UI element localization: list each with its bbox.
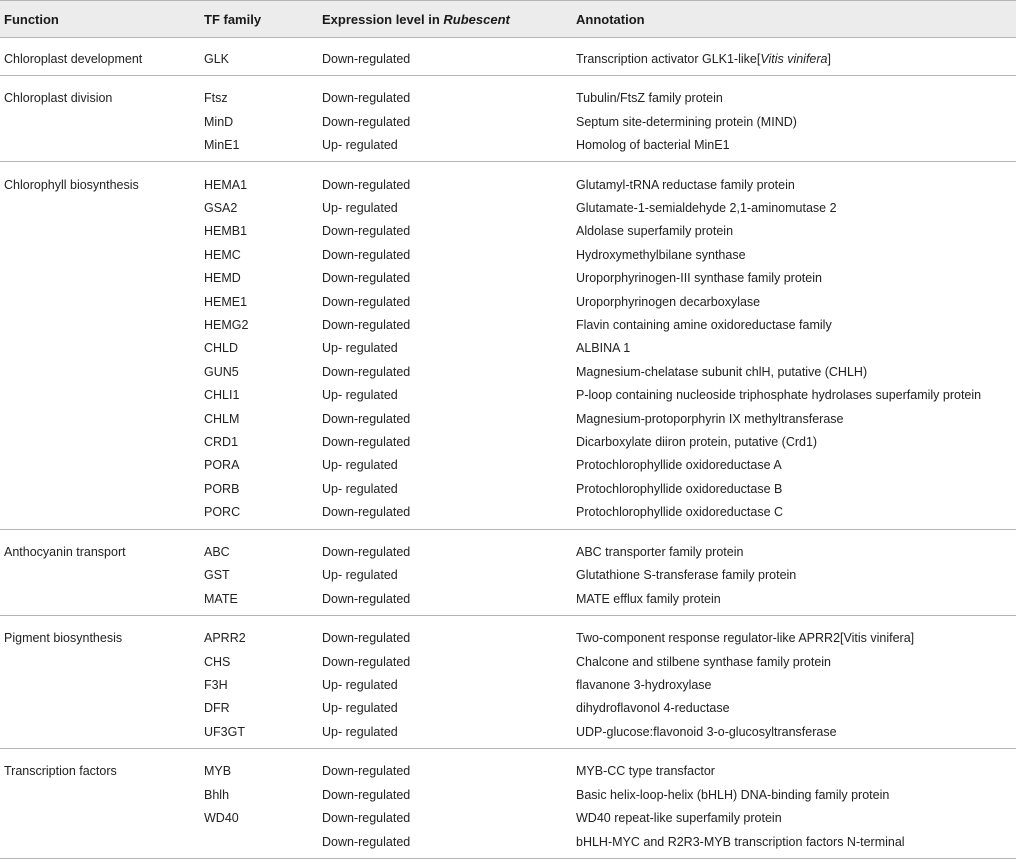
table-row xyxy=(0,220,1016,243)
function-cell: Pigment biosynthesis xyxy=(4,631,123,646)
annotation-text: Protochlorophyllide oxidoreductase C xyxy=(576,505,784,520)
expression-cell: Up- regulated xyxy=(322,458,398,473)
annotation-text: Magnesium-chelatase subunit chlH, putative (CHLH) xyxy=(576,364,868,379)
expression-cell: Down-regulated xyxy=(322,544,411,559)
table-row xyxy=(0,721,1016,744)
annotation-cell xyxy=(576,201,837,215)
expression-cell: Down-regulated xyxy=(322,411,411,426)
annotation-cell xyxy=(576,248,746,262)
expression-cell: Up- regulated xyxy=(322,701,398,716)
annotation-text: P-loop containing nucleoside triphosphate hydrolases superfamily protein xyxy=(576,388,982,403)
table-row xyxy=(0,197,1016,220)
annotation-text: Protochlorophyllide oxidoreductase A xyxy=(576,458,782,473)
tf-family-cell: MATE xyxy=(204,591,238,606)
tf-family-cell: HEMA1 xyxy=(204,177,248,192)
table-row xyxy=(0,564,1016,587)
annotation-cell xyxy=(576,365,867,379)
annotation-cell xyxy=(576,835,905,849)
annotation-text: Chalcone and stilbene synthase family protein xyxy=(576,654,832,669)
tf-family-cell: UF3GT xyxy=(204,724,245,739)
expression-cell: Down-regulated xyxy=(322,631,411,646)
table-row xyxy=(0,384,1016,407)
annotation-cell xyxy=(576,52,831,66)
tf-family-cell: APRR2 xyxy=(204,631,246,646)
annotation-cell xyxy=(576,505,783,519)
expression-cell: Up- regulated xyxy=(322,481,398,496)
tf-family-cell: F3H xyxy=(204,677,228,692)
header-function: Function xyxy=(4,12,59,27)
header-expression-prefix: Expression level in xyxy=(322,12,444,27)
tf-family-cell: WD40 xyxy=(204,811,239,826)
annotation-text: flavanone 3-hydroxylase xyxy=(576,677,712,692)
tf-family-cell: MinD xyxy=(204,114,234,129)
expression-cell: Down-regulated xyxy=(322,271,411,286)
group-divider xyxy=(0,858,1016,859)
annotation-cell xyxy=(576,318,832,332)
annotation-cell xyxy=(576,482,782,496)
annotation-cell xyxy=(576,545,743,559)
expression-cell: Down-regulated xyxy=(322,177,411,192)
tf-family-cell: Bhlh xyxy=(204,787,230,802)
annotation-text: MYB-CC type transfactor xyxy=(576,764,715,779)
table-row xyxy=(0,408,1016,431)
header-expression xyxy=(322,12,510,27)
annotation-cell xyxy=(576,568,796,582)
annotation-text: WD40 repeat-like superfamily protein xyxy=(576,811,782,826)
header-expression-species: Rubescent xyxy=(443,12,510,27)
table-row xyxy=(0,674,1016,697)
annotation-cell xyxy=(576,341,630,355)
annotation-text: Magnesium-protoporphyrin IX methyltransferase xyxy=(576,411,844,426)
tf-family-cell: MYB xyxy=(204,764,232,779)
expression-cell: Down-regulated xyxy=(322,787,411,802)
tf-family-cell: CHLI1 xyxy=(204,388,240,403)
table-row xyxy=(0,454,1016,477)
group-divider xyxy=(0,748,1016,749)
expression-cell: Up- regulated xyxy=(322,388,398,403)
tf-family-cell: ABC xyxy=(204,544,230,559)
table-header xyxy=(0,0,1016,38)
expression-cell: Down-regulated xyxy=(322,224,411,239)
annotation-suffix: ] xyxy=(827,51,831,66)
annotation-text: Septum site-determining protein (MIND) xyxy=(576,114,797,129)
table-row xyxy=(0,244,1016,267)
table-row xyxy=(0,807,1016,830)
table-row xyxy=(0,48,1016,71)
header-annotation: Annotation xyxy=(576,12,645,27)
expression-cell: Up- regulated xyxy=(322,724,398,739)
table-row xyxy=(0,337,1016,360)
table-row xyxy=(0,291,1016,314)
tf-family-cell: Ftsz xyxy=(204,91,228,106)
table-row xyxy=(0,267,1016,290)
group-divider xyxy=(0,529,1016,530)
header-tf-family: TF family xyxy=(204,12,262,27)
annotation-cell xyxy=(576,458,782,472)
function-cell: Anthocyanin transport xyxy=(4,544,126,559)
annotation-text: Protochlorophyllide oxidoreductase B xyxy=(576,481,783,496)
expression-cell: Down-regulated xyxy=(322,591,411,606)
annotation-text: Glutamate-1-semialdehyde 2,1-aminomutase 2 xyxy=(576,200,837,215)
table-row xyxy=(0,431,1016,454)
tf-family-cell: GLK xyxy=(204,51,230,66)
annotation-cell xyxy=(576,91,723,105)
annotation-cell xyxy=(576,224,733,238)
annotation-text: Glutamyl-tRNA reductase family protein xyxy=(576,177,795,192)
annotation-text: Aldolase superfamily protein xyxy=(576,224,734,239)
tf-family-cell: CHS xyxy=(204,654,231,669)
annotation-text: UDP-glucose:flavonoid 3-o-glucosyltransferase xyxy=(576,724,837,739)
annotation-text: Glutathione S-transferase family protein xyxy=(576,568,797,583)
annotation-text: Basic helix-loop-helix (bHLH) DNA-binding family protein xyxy=(576,787,890,802)
annotation-text: ABC transporter family protein xyxy=(576,544,744,559)
annotation-cell xyxy=(576,764,715,778)
expression-cell: Up- regulated xyxy=(322,568,398,583)
expression-cell: Up- regulated xyxy=(322,200,398,215)
annotation-text: dihydroflavonol 4-reductase xyxy=(576,701,730,716)
group-divider xyxy=(0,75,1016,76)
annotation-cell xyxy=(576,115,797,129)
annotation-text: Tubulin/FtsZ family protein xyxy=(576,91,723,106)
annotation-cell xyxy=(576,811,782,825)
annotation-text: Uroporphyrinogen decarboxylase xyxy=(576,294,761,309)
table-row xyxy=(0,134,1016,157)
tf-family-cell: HEMG2 xyxy=(204,317,249,332)
tf-family-cell: MinE1 xyxy=(204,137,240,152)
expression-cell: Down-regulated xyxy=(322,364,411,379)
tf-family-cell: CRD1 xyxy=(204,434,239,449)
table-row xyxy=(0,314,1016,337)
group-divider xyxy=(0,161,1016,162)
expression-cell: Down-regulated xyxy=(322,294,411,309)
annotation-cell xyxy=(576,701,730,715)
expression-cell: Down-regulated xyxy=(322,247,411,262)
expression-cell: Down-regulated xyxy=(322,764,411,779)
annotation-cell xyxy=(576,725,837,739)
expression-cell: Down-regulated xyxy=(322,317,411,332)
annotation-cell xyxy=(576,678,712,692)
expression-cell: Down-regulated xyxy=(322,834,411,849)
annotation-cell xyxy=(576,435,817,449)
annotation-cell xyxy=(576,655,831,669)
expression-cell: Down-regulated xyxy=(322,434,411,449)
annotation-text: Flavin containing amine oxidoreductase family xyxy=(576,317,832,332)
group-divider xyxy=(0,615,1016,616)
table-row xyxy=(0,541,1016,564)
tf-family-cell: GUN5 xyxy=(204,364,239,379)
table-row xyxy=(0,697,1016,720)
annotation-cell xyxy=(576,412,843,426)
table-row xyxy=(0,784,1016,807)
table-row xyxy=(0,478,1016,501)
table-row xyxy=(0,627,1016,650)
annotation-text: MATE efflux family protein xyxy=(576,591,721,606)
tf-family-cell: HEME1 xyxy=(204,294,248,309)
tf-family-cell: CHLD xyxy=(204,341,239,356)
tf-family-cell: GSA2 xyxy=(204,200,238,215)
table-row xyxy=(0,87,1016,110)
expression-cell: Down-regulated xyxy=(322,654,411,669)
annotation-text: Dicarboxylate diiron protein, putative (Crd1) xyxy=(576,434,818,449)
table-row xyxy=(0,174,1016,197)
expression-cell: Up- regulated xyxy=(322,341,398,356)
tf-family-cell: CHLM xyxy=(204,411,240,426)
function-cell: Chlorophyll biosynthesis xyxy=(4,177,139,192)
tf-family-cell: PORC xyxy=(204,505,241,520)
table-row xyxy=(0,501,1016,524)
function-cell: Chloroplast division xyxy=(4,91,113,106)
table-row xyxy=(0,831,1016,854)
expression-cell: Down-regulated xyxy=(322,505,411,520)
annotation-text: ALBINA 1 xyxy=(576,341,631,356)
function-cell: Chloroplast development xyxy=(4,51,143,66)
annotation-text: Hydroxymethylbilane synthase xyxy=(576,247,746,262)
annotation-cell xyxy=(576,631,914,645)
annotation-cell xyxy=(576,592,721,606)
annotation-cell xyxy=(576,788,889,802)
expression-cell: Down-regulated xyxy=(322,51,411,66)
annotation-text: Uroporphyrinogen-III synthase family protein xyxy=(576,271,822,286)
annotation-species: Vitis vinifera xyxy=(760,51,828,66)
table-row xyxy=(0,651,1016,674)
table-row xyxy=(0,588,1016,611)
annotation-cell xyxy=(576,178,795,192)
expression-cell: Down-regulated xyxy=(322,91,411,106)
tf-family-cell: PORA xyxy=(204,458,240,473)
tf-family-cell: HEMB1 xyxy=(204,224,248,239)
function-cell: Transcription factors xyxy=(4,764,117,779)
annotation-cell xyxy=(576,138,730,152)
table-row xyxy=(0,760,1016,783)
annotation-text: Two-component response regulator-like APRR2[Vitis vinifera] xyxy=(576,631,915,646)
tf-family-cell: GST xyxy=(204,568,230,583)
expression-cell: Up- regulated xyxy=(322,677,398,692)
tf-family-cell: DFR xyxy=(204,701,230,716)
expression-cell: Down-regulated xyxy=(322,811,411,826)
tf-family-cell: PORB xyxy=(204,481,240,496)
annotation-text: Homolog of bacterial MinE1 xyxy=(576,137,730,152)
tf-family-cell: HEMD xyxy=(204,271,241,286)
annotation-cell xyxy=(576,295,760,309)
expression-cell: Up- regulated xyxy=(322,137,398,152)
table-row xyxy=(0,361,1016,384)
annotation-text: Transcription activator GLK1-like[ xyxy=(576,51,761,66)
expression-cell: Down-regulated xyxy=(322,114,411,129)
annotation-cell xyxy=(576,271,822,285)
annotation-cell xyxy=(576,388,981,402)
tf-family-cell: HEMC xyxy=(204,247,241,262)
table-row xyxy=(0,111,1016,134)
annotation-text: bHLH-MYC and R2R3-MYB transcription factors N-terminal xyxy=(576,834,905,849)
